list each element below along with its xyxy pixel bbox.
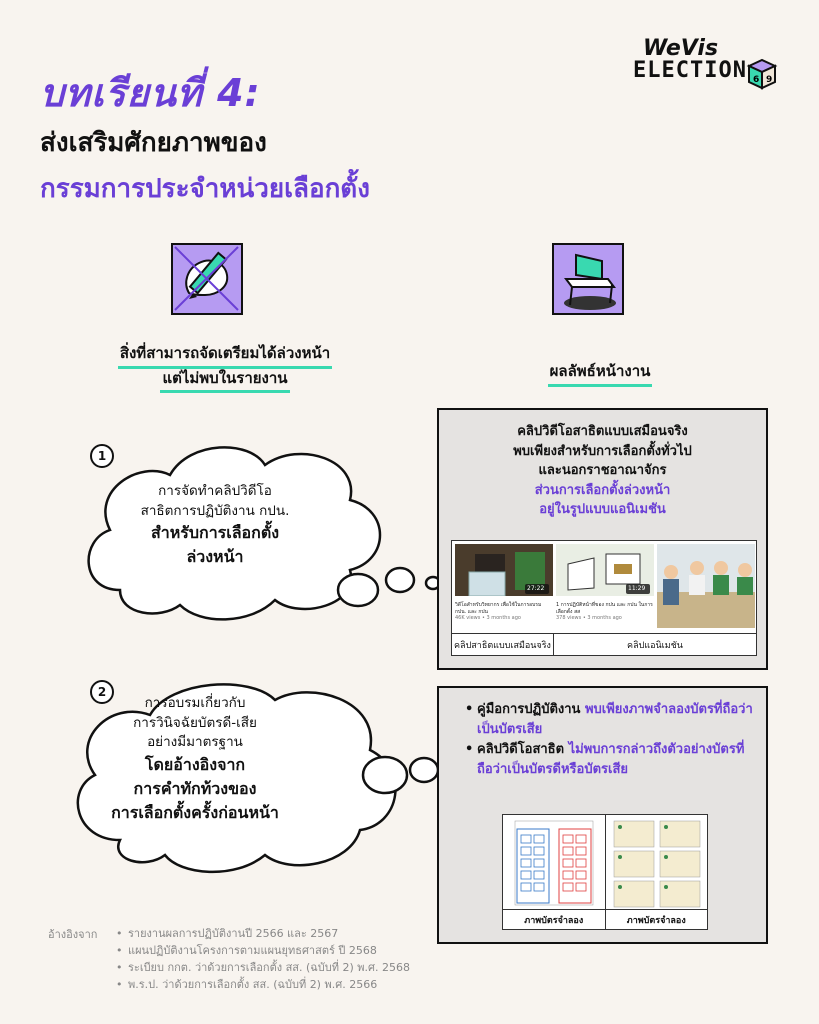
- result-1-line2: พบเพียงสำหรับการเลือกตั้งทั่วไป: [513, 443, 692, 459]
- logo-election-text: ELECTION: [633, 58, 747, 83]
- result-2-bullets: [465, 700, 754, 781]
- cloud-1-bold1: สำหรับการเลือกตั้ง: [150, 523, 280, 543]
- cloud-2-line3: อย่างมีมาตรฐาน: [147, 734, 243, 751]
- thought-cloud-2: [50, 660, 420, 885]
- result-2-bullet2: [465, 740, 754, 780]
- cloud-2-bold3: การเลือกตั้งครั้งก่อนหน้า: [111, 802, 279, 822]
- caption-realistic-clip: คลิปสาธิตแบบเสมือนจริง: [452, 634, 554, 655]
- bullet1-highlight: พบเพียงภาพจำลองบัตรที่ถือว่าเป็นบัตรเสีย: [477, 702, 753, 738]
- item-number-badge: 2: [90, 680, 114, 704]
- result-box-2: [437, 686, 768, 944]
- thumb2-title: 1 การปฏิบัติหน้าที่ของ กปน และ กปน ในการเลือกตั้ง สส: [556, 602, 653, 615]
- cloud-1-text: [90, 482, 340, 569]
- ballot-caption-right: ภาพบัตรจำลอง: [626, 915, 686, 926]
- svg-text:6: 6: [753, 75, 760, 85]
- logo-wevis-text: WeVis: [643, 36, 719, 61]
- wevis-election-logo: [633, 36, 793, 84]
- ballot-captions: [503, 909, 707, 929]
- references-label: อ้างอิงจาก: [48, 928, 98, 941]
- cloud-2-line1: การอบรมเกี่ยวกับ: [144, 695, 246, 711]
- lesson-title: บทเรียนที่ 4:: [40, 71, 261, 115]
- cloud-1-bold2: ล่วงหน้า: [186, 547, 244, 567]
- left-heading-line1: สิ่งที่สามารถจัดเตรียมได้ล่วงหน้า: [118, 344, 332, 369]
- cloud-2-bold2: การคำทักท้วงของ: [133, 778, 257, 798]
- voting-booth-icon: [552, 243, 624, 315]
- thumb1-title: วิดีโอสำหรับวิทยากร เพื่อใช้ในการอบรม กปน. และ กปน: [455, 602, 542, 615]
- cloud-1-line1: การจัดทำคลิปวิดีโอ: [158, 483, 272, 499]
- cloud-2-bold1: โดยอ้างอิงจาก: [144, 754, 246, 774]
- cloud-2-text: [80, 694, 310, 825]
- thought-cloud-1: [50, 420, 420, 635]
- ballot-sample-invalid[interactable]: [503, 815, 606, 911]
- left-heading-line2: แต่ไม่พบในรายงาน: [160, 369, 289, 394]
- video-thumbnail-animation[interactable]: [556, 544, 654, 628]
- result-1-highlight2: อยู่ในรูปแบบแอนิเมชัน: [539, 502, 666, 517]
- reference-item: • พ.ร.ป. ว่าด้วยการเลือกตั้ง สส. (ฉบับที่ 2) พ.ศ. 2566: [116, 976, 410, 993]
- cloud-1-line2: สาธิตการปฏิบัติงาน กปน.: [140, 502, 290, 519]
- bullet2-plain: คลิปวิดีโอสาธิต: [477, 742, 569, 758]
- subtitle-line1: ส่งเสริมศักยภาพของ: [40, 128, 267, 158]
- result-1-line1: คลิปวิดีโอสาธิตแบบเสมือนจริง: [517, 424, 688, 439]
- video-thumbnails-panel: [451, 540, 757, 656]
- subtitle-line2: กรรมการประจำหน่วยเลือกตั้ง: [40, 174, 370, 204]
- reference-item: • รายงานผลการปฏิบัติงานปี 2566 และ 2567: [116, 925, 410, 942]
- video-captions: [452, 633, 756, 655]
- video-thumbnail-animation-people[interactable]: [657, 544, 755, 628]
- svg-text:9: 9: [766, 75, 773, 85]
- caption-animation-clip: คลิปแอนิเมชัน: [627, 640, 683, 651]
- bullet2-highlight: ไม่พบการกล่าวถึงตัวอย่างบัตรที่ถือว่าเป็นบัตรดีหรือบัตรเสีย: [477, 742, 745, 778]
- right-heading: ผลลัพธ์หน้างาน: [548, 362, 653, 387]
- result-1-line3: และนอกราชอาณาจักร: [538, 463, 667, 478]
- reference-item: • ระเบียบ กกต. ว่าด้วยการเลือกตั้ง สส. (ฉบับที่ 2) พ.ศ. 2568: [116, 959, 410, 976]
- result-1-text: [455, 422, 750, 520]
- ballot-caption-left: ภาพบัตรจำลอง: [503, 910, 606, 929]
- thumb2-meta: 378 views • 3 months ago: [556, 615, 622, 621]
- bullet1-plain: คู่มือการปฏิบัติงาน: [477, 702, 585, 717]
- ballot-box-logo-icon: [745, 56, 779, 90]
- video-thumbnail-realistic[interactable]: [455, 544, 553, 628]
- thumb1-meta: 46K views • 3 months ago: [455, 615, 521, 621]
- ballot-samples-panel: [502, 814, 708, 930]
- left-column-heading: [60, 344, 390, 393]
- thumb2-duration: 11:29: [628, 585, 646, 592]
- result-box-1: [437, 408, 768, 670]
- right-column-heading: [500, 362, 700, 387]
- pen-crossed-icon: [171, 243, 243, 315]
- item-number-badge: 1: [90, 444, 114, 468]
- cloud-2-line2: การวินิจฉัยบัตรดี-เสีย: [133, 714, 257, 731]
- reference-item: • แผนปฏิบัติงานโครงการตามแผนยุทธศาสตร์ ปี 2568: [116, 942, 410, 959]
- ballot-sample-cards[interactable]: [606, 815, 709, 911]
- result-2-bullet1: [465, 700, 754, 740]
- result-1-highlight1: ส่วนการเลือกตั้งล่วงหน้า: [534, 482, 671, 498]
- references-list: [116, 925, 410, 993]
- thumb1-duration: 27:22: [527, 585, 545, 592]
